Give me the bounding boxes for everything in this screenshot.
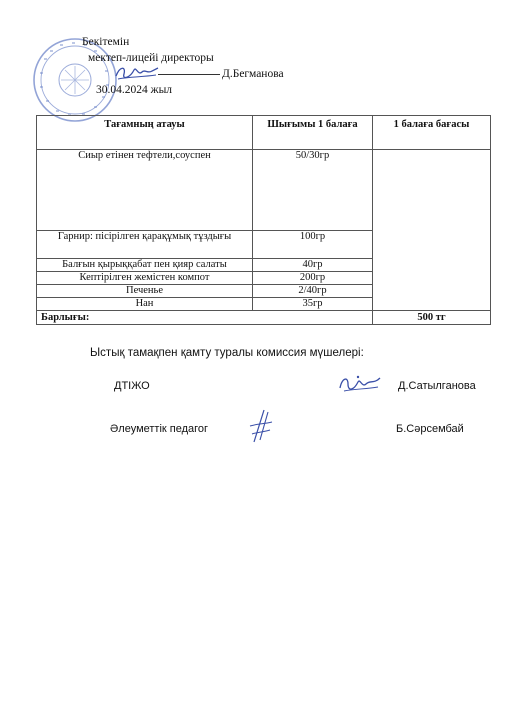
- header-price: 1 балаға бағасы: [373, 116, 491, 150]
- table-header: [37, 116, 491, 150]
- dish-name: Сиыр етінен тефтели,соуспен: [37, 150, 253, 231]
- member-role: Әлеуметтік педагог: [110, 423, 209, 435]
- dish-yield: 35гр: [253, 298, 373, 311]
- dish-name: Кептірілген жемістен компот: [37, 272, 253, 285]
- member-role: ДТІЖО: [114, 380, 150, 392]
- price-cell: [373, 150, 491, 311]
- menu-table: [36, 115, 491, 325]
- member-signature-icon: [336, 372, 384, 398]
- dish-name: Нан: [37, 298, 253, 311]
- total-label: Барлығы:: [37, 311, 373, 325]
- signature-line: [158, 74, 220, 75]
- approval-title: Бекітемін: [82, 36, 130, 48]
- director-signature-icon: [112, 62, 162, 84]
- header-dish-name: Тағамның атауы: [37, 116, 253, 150]
- dish-name: Печенье: [37, 285, 253, 298]
- approval-date: 30.04.2024 жыл: [96, 84, 173, 96]
- director-name: Д.Бегманова: [222, 68, 284, 80]
- commission-title: Ыстық тамақпен қамту туралы комиссия мүшелері:: [90, 347, 364, 359]
- member-name: Б.Сәрсембай: [396, 423, 464, 435]
- total-price: 500 тг: [373, 311, 491, 325]
- table-row: [37, 150, 491, 231]
- header-yield: Шығымы 1 балаға: [253, 116, 373, 150]
- dish-name: Гарнир: пісірілген қарақұмық тұздығы: [37, 231, 253, 259]
- dish-yield: 200гр: [253, 272, 373, 285]
- approval-position: мектеп-лицейі директоры: [88, 52, 214, 64]
- member-name: Д.Сатылганова: [398, 380, 476, 392]
- dish-yield: 40гр: [253, 259, 373, 272]
- dish-yield: 50/30гр: [253, 150, 373, 231]
- dish-yield: 100гр: [253, 231, 373, 259]
- dish-yield: 2/40гр: [253, 285, 373, 298]
- member-signature-icon: [246, 408, 274, 446]
- total-row: [37, 311, 491, 325]
- dish-name: Балғын қырыққабат пен қияр салаты: [37, 259, 253, 272]
